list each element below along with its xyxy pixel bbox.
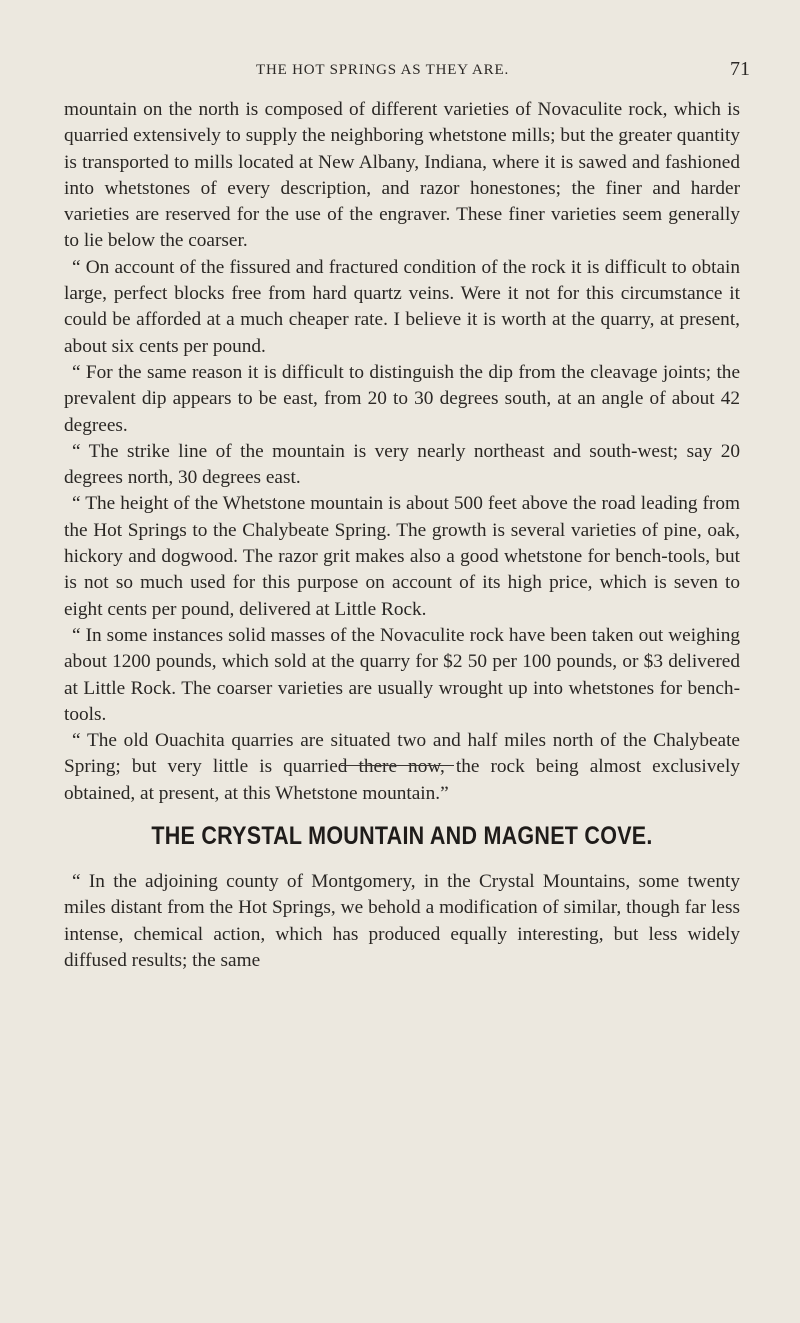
page-number: 71: [730, 58, 750, 80]
paragraph: “ The strike line of the mountain is very nearly northeast and south-west; say 20 degrees north, 30 degrees east.: [64, 440, 740, 489]
paragraph-continued: mountain on the north is composed of different varieties of Novaculite rock, which is quarried extensively to supply the neighboring whetstone mills; but the greater quantity is transported to mills located at New Albany, Indiana, where it is sawed and fashioned into whetstones of every description, and razor honestones; the finer and harder varieties are reserved for the use of the engraver. These finer varieties seem generally to lie below the coarser.: [64, 99, 740, 252]
section-divider: [341, 765, 454, 766]
paragraph: “ The height of the Whetstone mountain is about 500 feet above the road leading from the Hot Springs to the Chalybeate Spring. The growth is several varieties of pine, oak, hickory and dogwood. The razor grit makes also a good whetstone for bench-tools, but is not so much used for this purpose on account of its high price, which is seven to eight cents per pound, delivered at Little Rock.: [64, 493, 740, 620]
section-body-text: [64, 869, 740, 974]
paragraph: “ In some instances solid masses of the Novaculite rock have been taken out weighing about 1200 pounds, which sold at the quarry for $2 50 per 100 pounds, or $3 delivered at Little Rock. The coarser varieties are usually wrought up into whetstones for bench-tools.: [64, 624, 740, 725]
paragraph: “ For the same reason it is difficult to distinguish the dip from the cleavage joints; the prevalent dip appears to be east, from 20 to 30 degrees south, at an angle of about 42 degrees.: [64, 361, 740, 436]
paragraph: “ In the adjoining county of Montgomery, in the Crystal Mountains, some twenty miles distant from the Hot Springs, we behold a modification of similar, though far less intense, chemical action, which has produced equally interesting, but less widely diffused results; the same: [64, 871, 740, 971]
body-text: [64, 97, 740, 807]
paragraph: “ On account of the fissured and fractured condition of the rock it is difficult to obtain large, perfect blocks free from hard quartz veins. Were it not for this circumstance it could be afforded at a much cheaper rate. I believe it is worth at the quarry, at present, about six cents per pound.: [64, 256, 740, 357]
section-heading: THE CRYSTAL MOUNTAIN AND MAGNET COVE.: [151, 822, 653, 850]
paragraph: “ The old Ouachita quarries are situated two and half miles north of the Chalybeate Spring; but very little is quarried there now, the rock being almost exclusively obtained, at present, at this Whetstone mountain.”: [64, 730, 740, 804]
running-head: THE HOT SPRINGS AS THEY ARE.: [256, 62, 509, 78]
